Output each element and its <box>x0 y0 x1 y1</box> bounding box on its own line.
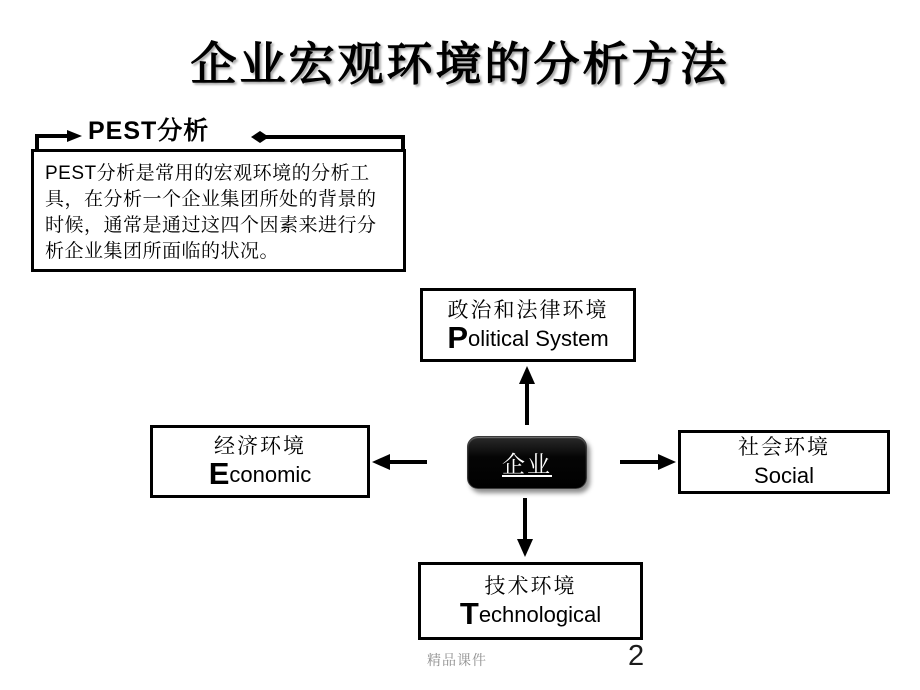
arrow-up-icon <box>519 366 535 425</box>
factor-box-economic <box>150 425 370 498</box>
factor-technological-initial: T <box>459 595 479 631</box>
factor-political-en <box>447 319 609 355</box>
factor-economic-zh: 经济环境 <box>214 435 306 458</box>
factor-social-en <box>754 461 814 490</box>
factor-economic-initial: E <box>208 456 230 491</box>
arrow-right-icon <box>620 454 676 470</box>
pest-label: PEST分析 <box>88 117 210 145</box>
pest-description-box <box>31 149 406 272</box>
factor-social-rest: Social <box>754 462 814 488</box>
factor-political-zh: 政治和法律环境 <box>447 298 609 322</box>
factor-box-social <box>678 430 890 494</box>
diamond-icon <box>251 131 269 143</box>
factor-social-zh: 社会环境 <box>738 435 830 459</box>
factor-political-initial: P <box>447 319 469 355</box>
slide-title: 企业宏观环境的分析方法 <box>190 39 730 90</box>
footer-watermark: 精品课件 <box>427 652 487 668</box>
arrow-left-icon <box>372 454 427 470</box>
pest-description-text: PEST分析是常用的宏观环境的分析工具，在分析一个企业集团所处的背景的时候，通常是通过这四个因素来进行分析企业集团所面临的状况。 <box>45 163 377 262</box>
factor-technological-en <box>459 595 602 631</box>
factor-box-technological <box>418 562 643 640</box>
page-number: 2 <box>628 640 645 672</box>
factor-technological-rest: echnological <box>478 601 602 627</box>
factor-technological-zh: 技术环境 <box>484 574 577 598</box>
arrow-down-icon <box>517 498 533 557</box>
factor-box-political <box>420 288 636 362</box>
center-entity-label: 企业 <box>502 451 552 477</box>
factor-economic-en <box>208 456 312 491</box>
center-entity-box <box>467 436 587 489</box>
factor-political-rest: olitical System <box>468 325 609 351</box>
factor-economic-rest: conomic <box>229 462 312 487</box>
arrow-right-small-icon <box>67 130 82 142</box>
